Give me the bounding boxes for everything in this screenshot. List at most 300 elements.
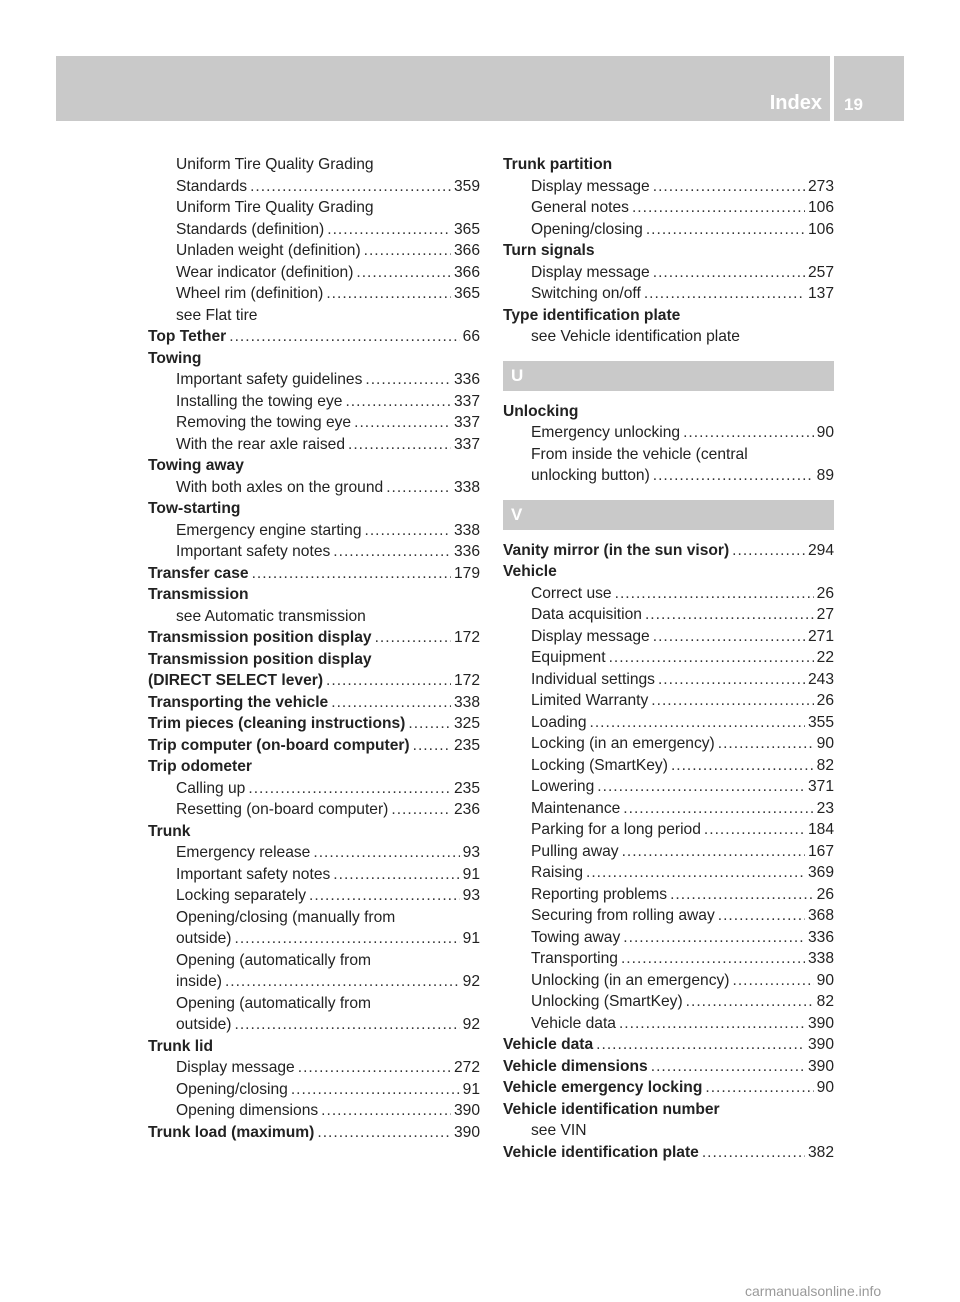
index-subentry [503,262,834,284]
entry-label: Transporting [531,950,618,967]
entry-label: Transporting the vehicle [148,693,329,711]
index-subentry [148,541,480,563]
entry-label: Important safety notes [176,543,331,560]
entry-label: Raising [531,864,584,881]
index-subentry [148,477,480,499]
entry-page-number: 172 [453,629,480,646]
index-subentry [148,1100,480,1122]
index-subentry [503,862,834,884]
index-subentry [148,520,480,542]
entry-label: Resetting (on-board computer) [176,801,389,818]
entry-label: Data acquisition [531,606,642,623]
dot-leader [683,422,814,444]
dot-leader [291,1079,460,1101]
dot-leader [250,176,451,198]
dot-leader [309,885,460,907]
entry-page-number: 390 [807,1057,834,1075]
index-subentry [148,412,480,434]
dot-leader [644,283,805,305]
entry-page-number: 23 [816,799,834,817]
entry-page-number: 243 [807,670,834,688]
entry-label: Equipment [531,649,606,666]
index-subentry [148,434,480,456]
entry-label: Transmission position display [148,629,372,646]
entry-page-number: 26 [816,584,834,602]
section-header-u: U [503,361,834,391]
entry-page-number: 365 [453,220,480,238]
section-header-v: V [503,500,834,530]
entry-label: Parking for a long period [531,821,701,838]
entry-label: Display message [531,263,650,281]
index-subentry [148,993,480,1015]
entry-label: Securing from rolling away [531,907,715,924]
entry-label: From inside the vehicle (central [531,445,748,463]
index-entry [148,1122,480,1144]
dot-leader [333,864,459,886]
index-subentry [503,669,834,691]
dot-leader [345,391,451,413]
index-subentry [503,776,834,798]
dot-leader [252,563,451,585]
entry-page-number: 338 [453,693,480,711]
entry-label: Maintenance [531,799,621,817]
entry-label: Turn signals [503,242,595,259]
dot-leader [671,755,814,777]
entry-label: Tow-starting [148,500,241,517]
entry-label: Trip computer (on-board computer) [148,736,410,754]
entry-label: Important safety guidelines [176,371,363,388]
dot-leader [408,713,451,735]
index-subentry [148,154,480,176]
index-subentry [148,369,480,391]
entry-label: Towing away [148,457,244,474]
entry-label: Vehicle data [503,1036,594,1053]
entry-label: Vanity mirror (in the sun visor) [503,541,730,559]
dot-leader [386,477,451,499]
entry-label: Locking (in an emergency) [531,735,715,752]
dot-leader [321,1100,451,1122]
entry-label: Unladen weight (definition) [176,242,361,259]
index-subentry [503,176,834,198]
entry-page-number: 179 [453,564,480,582]
dot-leader [623,927,805,949]
dot-leader [653,262,805,284]
entry-label: Transmission [148,586,249,603]
index-subentry [503,626,834,648]
index-subentry [148,778,480,800]
entry-label: Display message [531,177,650,195]
index-entry [503,1056,834,1078]
dot-leader [702,1142,805,1164]
entry-label: Wear indicator (definition) [176,263,354,281]
dot-leader [248,778,451,800]
entry-label: Trim pieces (cleaning instructions) [148,715,406,732]
dot-leader [326,670,451,692]
index-entry [148,326,480,348]
entry-page-number: 22 [816,649,834,666]
entry-page-number: 92 [462,1016,480,1033]
index-subentry [148,1014,480,1036]
entry-label: Emergency release [176,844,311,861]
dot-leader [234,928,459,950]
dot-leader [586,862,805,884]
entry-label: Display message [531,627,650,645]
entry-label: Trunk lid [148,1037,213,1055]
index-entry [148,713,480,735]
entry-page-number: 294 [807,541,834,559]
entry-label: Trunk load (maximum) [148,1123,315,1141]
entry-label: With the rear axle raised [176,435,346,453]
index-subentry [148,240,480,262]
entry-page-number: 371 [807,778,834,795]
index-subentry [503,326,834,348]
entry-label: Vehicle identification number [503,1100,720,1118]
dot-leader [596,1034,805,1056]
index-entry [503,1099,834,1121]
entry-label: Vehicle data [531,1014,616,1032]
entry-page-number: 90 [816,424,834,441]
entry-label: inside) [176,973,222,990]
index-entry [503,1077,834,1099]
entry-page-number: 325 [453,715,480,732]
index-subentry [148,262,480,284]
index-entry [503,305,834,327]
entry-label: Emergency unlocking [531,424,681,441]
entry-label: Uniform Tire Quality Grading [176,156,374,173]
index-subentry [148,1057,480,1079]
dot-leader [732,970,813,992]
entry-page-number: 369 [807,864,834,881]
index-entry [503,561,834,583]
entry-page-number: 337 [453,414,480,431]
entry-page-number: 366 [453,242,480,259]
index-entry [503,401,834,423]
entry-page-number: 93 [462,844,480,861]
entry-page-number: 172 [453,672,480,689]
index-subentry [148,928,480,950]
entry-label: Loading [531,713,587,731]
entry-label: Wheel rim (definition) [176,285,324,302]
index-subentry [148,1079,480,1101]
dot-leader [391,799,451,821]
entry-label: see Vehicle identification plate [531,328,740,345]
entry-page-number: 337 [453,392,480,410]
entry-page-number: 390 [807,1014,834,1032]
index-subentry [148,219,480,241]
index-subentry [503,733,834,755]
entry-label: Trip odometer [148,758,252,775]
index-subentry [503,465,834,487]
index-subentry [503,283,834,305]
entry-label: Unlocking (SmartKey) [531,993,683,1010]
entry-label: Standards (definition) [176,220,325,238]
dot-leader [686,991,814,1013]
dot-leader [732,540,805,562]
entry-label: Opening dimensions [176,1102,319,1119]
index-subentry [503,712,834,734]
entry-page-number: 382 [807,1143,834,1161]
entry-page-number: 236 [453,801,480,818]
entry-page-number: 106 [807,199,834,216]
entry-page-number: 355 [807,713,834,731]
index-subentry [503,197,834,219]
index-subentry [148,971,480,993]
dot-leader [348,434,451,456]
dot-leader [705,1077,813,1099]
index-subentry [503,422,834,444]
entry-label: Opening/closing [176,1080,288,1098]
index-entry [503,1034,834,1056]
entry-label: see VIN [531,1122,587,1139]
dot-leader [609,647,814,669]
index-subentry [503,1013,834,1035]
entry-label: Display message [176,1059,295,1076]
entry-page-number: 90 [816,735,834,752]
entry-label: Locking separately [176,887,307,904]
entry-label: unlocking button) [531,467,650,484]
dot-leader [621,948,805,970]
entry-label: Trunk [148,822,191,840]
entry-page-number: 27 [816,606,834,623]
dot-leader [365,369,451,391]
index-column-left [148,154,480,1143]
dot-leader [619,1013,805,1035]
entry-label: General notes [531,199,629,216]
index-entry [503,154,834,176]
entry-page-number: 271 [807,627,834,645]
entry-label: Removing the towing eye [176,414,352,431]
entry-label: Opening (automatically from [176,951,372,969]
dot-leader [234,1014,459,1036]
index-subentry [503,1120,834,1142]
entry-label: Locking (SmartKey) [531,756,668,774]
entry-label: Unlocking (in an emergency) [531,971,730,989]
dot-leader [229,326,459,348]
entry-page-number: 92 [462,973,480,990]
entry-label: Vehicle emergency locking [503,1079,703,1096]
entry-page-number: 137 [807,285,834,302]
page-number: 19 [844,95,863,114]
entry-label: Transmission position display [148,650,372,668]
entry-label: Uniform Tire Quality Grading [176,199,374,216]
entry-label: Emergency engine starting [176,521,362,539]
index-subentry [503,798,834,820]
entry-page-number: 91 [462,1080,480,1098]
dot-leader [704,819,805,841]
index-subentry [503,905,834,927]
entry-page-number: 336 [453,371,480,388]
entry-page-number: 359 [453,177,480,195]
entry-label: Important safety notes [176,865,331,883]
header-divider [830,56,834,121]
entry-label: Transfer case [148,564,249,582]
dot-leader [658,669,805,691]
entry-label: Opening/closing (manually from [176,908,396,926]
dot-leader [670,884,814,906]
page-title: Index [769,92,822,114]
dot-leader [653,626,805,648]
entry-label: Opening/closing [531,220,643,238]
dot-leader [298,1057,451,1079]
index-subentry [503,819,834,841]
index-subentry [148,391,480,413]
index-subentry [148,842,480,864]
index-entry [503,540,834,562]
dot-leader [653,176,805,198]
index-entry [148,627,480,649]
index-subentry [503,583,834,605]
entry-page-number: 338 [453,478,480,496]
entry-page-number: 235 [453,736,480,754]
dot-leader [354,412,451,434]
index-subentry [148,606,480,628]
watermark: carmanualsonline.info [745,1283,882,1299]
index-subentry [503,991,834,1013]
dot-leader [590,712,805,734]
dot-leader [326,283,451,305]
entry-page-number: 273 [807,177,834,195]
dot-leader [364,240,451,262]
dot-leader [718,905,805,927]
entry-page-number: 90 [816,1079,834,1096]
entry-page-number: 338 [807,950,834,967]
index-entry [148,670,480,692]
index-subentry [148,907,480,929]
index-entry [148,498,480,520]
index-subentry [148,305,480,327]
entry-page-number: 91 [462,930,480,947]
entry-page-number: 338 [453,521,480,539]
index-subentry [148,950,480,972]
index-column-right [503,154,834,1163]
entry-label: With both axles on the ground [176,478,384,496]
entry-label: Calling up [176,779,246,797]
entry-page-number: 390 [453,1123,480,1141]
entry-page-number: 337 [453,435,480,453]
entry-page-number: 365 [453,285,480,302]
entry-label: outside) [176,1016,232,1033]
dot-leader [615,583,814,605]
dot-leader [356,262,451,284]
entry-page-number: 368 [807,907,834,924]
entry-page-number: 26 [816,692,834,709]
index-entry [148,756,480,778]
dot-leader [327,219,451,241]
entry-page-number: 257 [807,263,834,281]
entry-label: Vehicle dimensions [503,1057,648,1075]
entry-page-number: 390 [453,1102,480,1119]
dot-leader [622,841,805,863]
entry-page-number: 91 [462,865,480,883]
dot-leader [597,776,805,798]
index-entry [148,348,480,370]
index-entry [148,563,480,585]
dot-leader [375,627,451,649]
entry-label: Switching on/off [531,285,641,302]
entry-label: outside) [176,930,232,947]
entry-label: Limited Warranty [531,692,649,709]
entry-label: Opening (automatically from [176,994,372,1012]
entry-page-number: 89 [816,467,834,484]
index-subentry [148,283,480,305]
entry-label: Top Tether [148,328,227,345]
entry-page-number: 26 [816,885,834,903]
index-subentry [503,884,834,906]
entry-label: Type identification plate [503,306,681,324]
index-subentry [148,799,480,821]
dot-leader [718,733,814,755]
dot-leader [313,842,459,864]
index-subentry [148,864,480,886]
entry-page-number: 167 [807,842,834,860]
index-entry [503,240,834,262]
dot-leader [653,465,814,487]
index-subentry [503,444,834,466]
index-entry [148,649,480,671]
entry-label: (DIRECT SELECT lever) [148,672,324,689]
entry-page-number: 106 [807,220,834,238]
entry-label: see Flat tire [176,306,258,324]
entry-label: Individual settings [531,670,655,688]
entry-page-number: 336 [807,928,834,946]
index-subentry [148,197,480,219]
index-subentry [503,604,834,626]
entry-label: Correct use [531,584,612,602]
entry-label: Trunk partition [503,156,613,173]
dot-leader [331,692,451,714]
index-subentry [503,970,834,992]
entry-label: see Automatic transmission [176,607,366,625]
dot-leader [413,735,451,757]
index-subentry [503,755,834,777]
index-subentry [503,219,834,241]
index-entry [148,1036,480,1058]
entry-label: Installing the towing eye [176,392,343,410]
entry-page-number: 82 [816,993,834,1010]
index-subentry [503,948,834,970]
entry-page-number: 82 [816,756,834,774]
index-entry [148,584,480,606]
index-subentry [148,176,480,198]
entry-label: Vehicle [503,563,557,580]
index-subentry [148,885,480,907]
dot-leader [632,197,805,219]
entry-page-number: 272 [453,1059,480,1076]
dot-leader [651,690,813,712]
dot-leader [365,520,451,542]
entry-page-number: 93 [462,887,480,904]
index-entry [148,455,480,477]
entry-page-number: 336 [453,543,480,560]
dot-leader [623,798,813,820]
entry-page-number: 235 [453,779,480,797]
index-subentry [503,841,834,863]
entry-page-number: 66 [462,328,480,345]
entry-page-number: 366 [453,263,480,281]
entry-label: Unlocking [503,402,579,420]
dot-leader [333,541,451,563]
entry-label: Lowering [531,778,595,795]
entry-page-number: 184 [807,821,834,838]
index-entry [503,1142,834,1164]
entry-label: Reporting problems [531,885,668,903]
entry-label: Towing [148,349,202,367]
index-entry [148,735,480,757]
dot-leader [651,1056,805,1078]
dot-leader [225,971,460,993]
index-subentry [503,690,834,712]
dot-leader [317,1122,451,1144]
